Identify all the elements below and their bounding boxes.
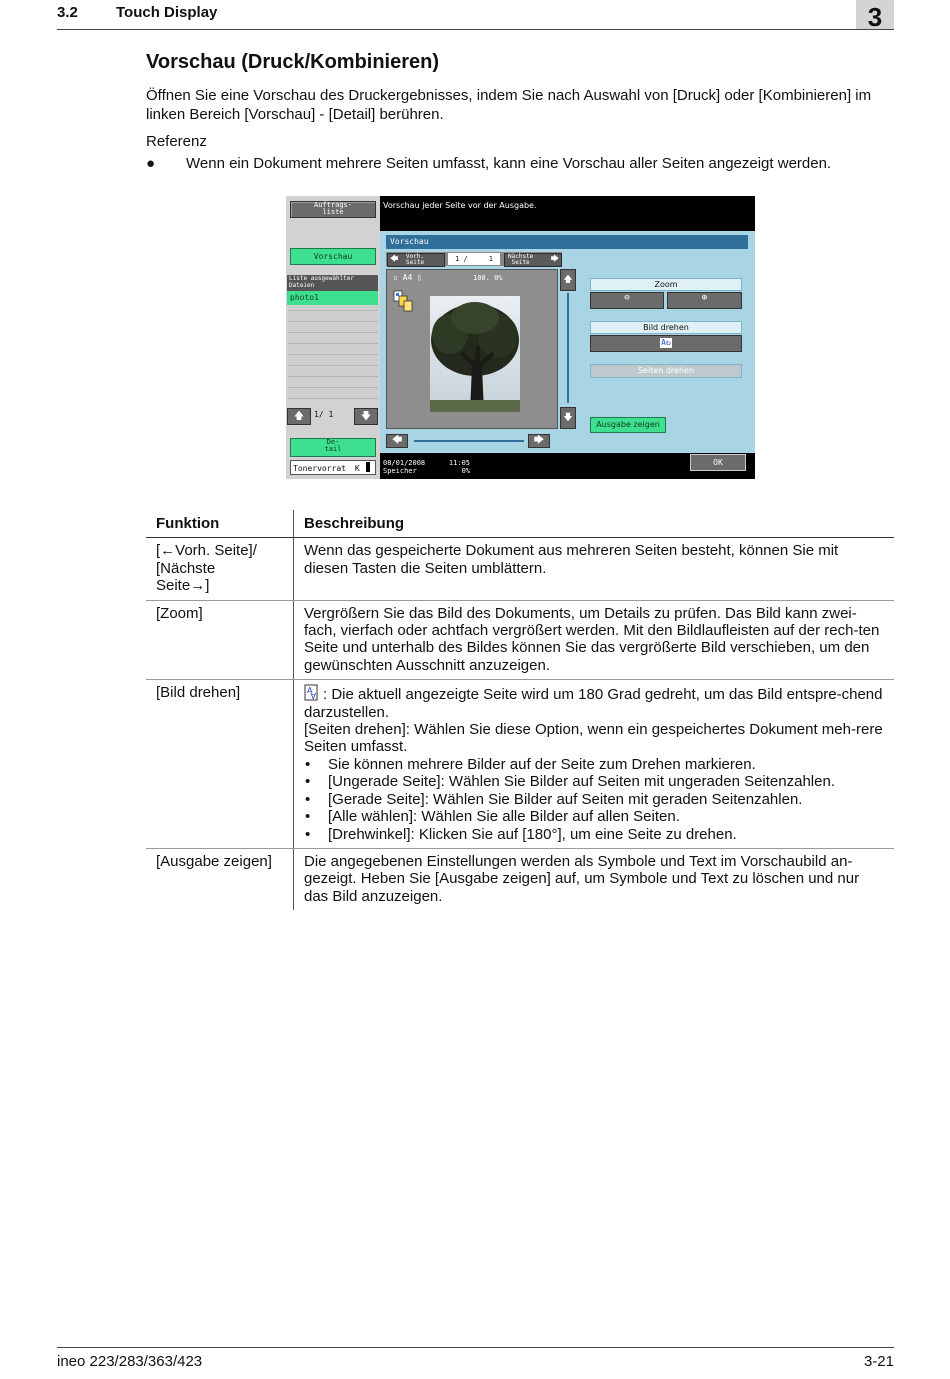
section-title: Touch Display	[116, 4, 218, 21]
list-item: • [Ungerade Seite]: Wählen Sie Bilder auf Seiten mit ungeraden Seitenzahlen.	[304, 773, 884, 790]
scroll-down-button[interactable]: 🡇	[560, 407, 576, 429]
rotate-description	[304, 684, 884, 721]
selected-file-item[interactable]: photo1	[287, 291, 378, 305]
rotate-pages-button[interactable]: Seiten drehen	[590, 364, 742, 378]
rotate-image-icon	[304, 684, 320, 702]
touch-display-screenshot	[286, 196, 755, 479]
list-item: • [Alle wählen]: Wählen Sie alle Bilder auf allen Seiten.	[304, 808, 884, 825]
screen-status-values	[446, 459, 470, 475]
page-counter: 1 / 1	[448, 253, 500, 265]
zoom-in-button[interactable]	[667, 292, 742, 309]
bullet-text: Wenn ein Dokument mehrere Seiten umfasst, kann eine Vorschau aller Seiten angezeigt werden.	[186, 155, 832, 172]
footer-page-number: 3-21	[863, 1353, 894, 1370]
next-page-button[interactable]	[504, 253, 562, 267]
description-cell: Wenn das gespeicherte Dokument aus mehreren Seiten besteht, können Sie mit diesen Tasten die Seiten umblättern.	[294, 538, 895, 600]
zoom-out-button[interactable]	[590, 292, 664, 309]
zoom-label: Zoom	[590, 278, 742, 291]
detail-button[interactable]: De- tail	[290, 438, 376, 457]
toner-k: K	[354, 464, 360, 473]
memory-value: 0%	[461, 467, 470, 475]
rotate-pages-description: [Seiten drehen]: Wählen Sie diese Option, wenn ein gespeichertes Dokument meh-rere Seiten umfasst.	[304, 721, 883, 756]
list-up-button[interactable]: 🡅	[287, 408, 311, 425]
description-cell: Vergrößern Sie das Bild des Dokuments, um Details zu prüfen. Das Bild kann zwei-fach, vierfach oder achtfach vergrößert werden. Mit den Bildlaufleisten auf der rech-ten Seite und unterhalb des Bildes können Sie das vergrößerte Bild verschieben, um den gewünschten Ausschnitt anzuzeigen.	[294, 600, 895, 680]
show-output-button[interactable]: Ausgabe zeigen	[590, 417, 666, 433]
function-cell: [Zoom]	[146, 600, 294, 680]
page-title: Vorschau (Druck/Kombinieren)	[146, 51, 440, 73]
screen-status	[383, 459, 425, 475]
zoom-in-icon: ⊕	[701, 293, 708, 303]
list-item: • Sie können mehrere Bilder auf der Seite zum Drehen markieren.	[304, 756, 884, 773]
rotate-label: Bild drehen	[590, 321, 742, 334]
intro-paragraph: Öffnen Sie eine Vorschau des Druckergebnisses, indem Sie nach Auswahl von [Druck] oder [Kombinieren] im linken Bereich [Vorschau] - [Detail] berühren.	[146, 87, 872, 123]
preview-button[interactable]: Vorschau	[290, 248, 376, 265]
description-cell	[294, 680, 895, 849]
page-footer	[57, 1347, 894, 1370]
function-table	[146, 510, 894, 910]
footer-model: ineo 223/283/363/423	[57, 1353, 203, 1370]
list-item: • [Drehwinkel]: Klicken Sie auf [180°], um eine Seite zu drehen.	[304, 826, 884, 843]
preview-image-area	[386, 269, 558, 429]
scroll-right-button[interactable]: 🡆	[528, 434, 550, 448]
rotate-options-list	[304, 756, 884, 843]
memory-label: Speicher	[383, 467, 417, 475]
function-cell: [Bild drehen]	[146, 680, 294, 849]
zoom-value: 100. 0%	[473, 274, 503, 282]
svg-text:A: A	[307, 686, 313, 696]
rotate-icon: A↻	[661, 338, 671, 347]
paper-size: A4	[402, 273, 413, 282]
list-down-button[interactable]: 🡇	[354, 408, 378, 425]
list-item: • [Gerade Seite]: Wählen Sie Bilder auf Seiten mit geraden Seitenzahlen.	[304, 791, 884, 808]
table-header-row	[146, 510, 894, 538]
top-message: Vorschau jeder Seite vor der Ausgabe.	[383, 201, 537, 210]
horizontal-scrollbar[interactable]	[386, 434, 556, 448]
file-list	[288, 289, 378, 399]
status-time: 11:05	[448, 459, 470, 467]
section-number: 3.2	[57, 4, 78, 21]
left-pane	[286, 196, 380, 479]
preview-panel-title: Vorschau	[386, 235, 748, 249]
list-page-counter: 1/ 1	[314, 410, 334, 419]
paper-info	[393, 273, 422, 282]
preview-panel	[380, 231, 755, 453]
scroll-left-button[interactable]: 🡄	[386, 434, 408, 448]
toner-status	[290, 460, 376, 475]
tree-photo	[430, 296, 520, 412]
paper-icon: ▫	[393, 273, 398, 282]
scroll-up-button[interactable]: 🡅	[560, 269, 576, 291]
portrait-icon: ▯	[417, 273, 422, 282]
prev-page-button[interactable]	[387, 253, 445, 267]
toner-level-bar	[366, 462, 370, 472]
job-list-button[interactable]: Auftrags- liste	[290, 201, 376, 218]
table-row	[146, 680, 894, 849]
file-list-pager	[286, 408, 380, 425]
column-header-description: Beschreibung	[294, 510, 895, 538]
table-row	[146, 538, 894, 600]
prev-page-label: Vorh. Seite	[406, 253, 425, 266]
function-cell: [←Vorh. Seite]/ [Nächste Seite→]	[146, 538, 294, 600]
status-date: 08/01/2008	[383, 459, 426, 467]
page-header	[57, 0, 894, 30]
function-cell: [Ausgabe zeigen]	[146, 848, 294, 910]
reference-label: Referenz	[146, 133, 207, 150]
arrow-right-icon: 🡆	[550, 254, 559, 263]
table-row	[146, 848, 894, 910]
page-navigation	[386, 252, 562, 266]
table-row	[146, 600, 894, 680]
horizontal-scroll-track[interactable]	[414, 440, 524, 442]
next-page-label: Nächste Seite	[508, 253, 534, 266]
zoom-out-icon: ⊖	[624, 293, 630, 303]
svg-text:A: A	[310, 691, 316, 701]
selected-files-label: Liste ausgewählter Dateien	[287, 275, 378, 291]
toner-label: Tonervorrat	[293, 464, 346, 473]
rotate-image-button[interactable]	[590, 335, 742, 352]
rotate-description-text: : Die aktuell angezeigte Seite wird um 180 Grad gedreht, um das Bild entspre-chend darzustellen.	[304, 686, 883, 721]
arrow-left-icon: 🡄	[390, 254, 399, 263]
bullet-dot: ●	[146, 155, 156, 172]
chapter-tab: 3	[856, 0, 894, 29]
description-cell: Die angegebenen Einstellungen werden als Symbole und Text im Vorschaubild an-gezeigt. Heben Sie [Ausgabe zeigen] auf, um Symbole und Text zu löschen und nur das Bild anzuzeigen.	[304, 852, 860, 905]
vertical-scroll-track[interactable]	[567, 293, 569, 403]
vertical-scrollbar[interactable]	[560, 269, 576, 427]
output-settings-icon	[393, 290, 419, 314]
ok-button[interactable]: OK	[690, 454, 746, 471]
column-header-function: Funktion	[146, 510, 294, 538]
